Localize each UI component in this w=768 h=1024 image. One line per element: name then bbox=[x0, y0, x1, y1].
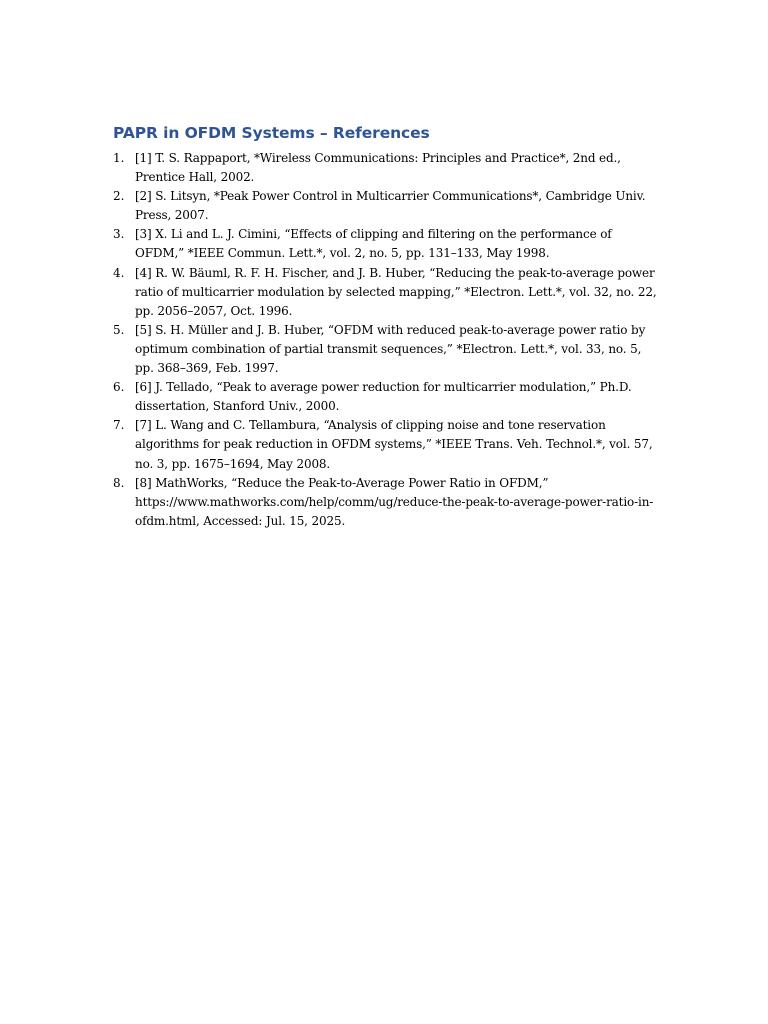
list-item-number: 6. bbox=[113, 380, 125, 395]
list-item-number: 1. bbox=[113, 151, 125, 165]
list-item-text: [8] MathWorks, “Reduce the Peak-to-Average Power Ratio in OFDM,” https://www.mathworks.com/help/comm/ug/reduce-the-peak-to-average-power-ratio-in-ofdm.html, Accessed: Jul. 15, 2025. bbox=[135, 475, 654, 528]
list-item bbox=[113, 264, 658, 321]
list-item-text: [3] X. Li and L. J. Cimini, “Effects of clipping and filtering on the performance of OFDM,” *IEEE Commun. Lett.*, vol. 2, no. 5, pp. 131–133, May 1998. bbox=[135, 227, 612, 261]
list-item-number: 4. bbox=[113, 265, 125, 280]
list-item-number: 8. bbox=[113, 475, 125, 490]
list-item bbox=[113, 474, 658, 531]
list-item bbox=[113, 187, 658, 225]
page-title: PAPR in OFDM Systems – References bbox=[113, 124, 430, 142]
list-item-text: [4] R. W. Bäuml, R. F. H. Fischer, and J. B. Huber, “Reducing the peak-to-average power ratio of multicarrier modulation by selected mapping,” *Electron. Lett.*, vol. 32, no. 22, pp. 2056–2057, Oct. 1996. bbox=[135, 265, 657, 318]
list-item-text: [5] S. H. Müller and J. B. Huber, “OFDM with reduced peak-to-average power ratio by optimum combination of partial transmit sequences,” *Electron. Lett.*, vol. 33, no. 5, pp. 368–369, Feb. 1997. bbox=[135, 322, 646, 376]
list-item-text: [1] T. S. Rappaport, *Wireless Communications: Principles and Practice*, 2nd ed., Prentice Hall, 2002. bbox=[135, 151, 621, 185]
list-item-text: [7] L. Wang and C. Tellambura, “Analysis of clipping noise and tone reservation algorithms for peak reduction in OFDM systems,” *IEEE Trans. Veh. Technol.*, vol. 57, no. 3, pp. 1675–1694, May 2008. bbox=[135, 418, 653, 471]
list-item-text: [2] S. Litsyn, *Peak Power Control in Multicarrier Communications*, Cambridge Univ. Press, 2007. bbox=[135, 189, 646, 223]
list-item-number: 5. bbox=[113, 322, 125, 337]
list-item-number: 7. bbox=[113, 418, 125, 433]
list-item bbox=[113, 378, 658, 416]
reference-list bbox=[113, 149, 658, 531]
list-item bbox=[113, 321, 658, 378]
list-item-number: 3. bbox=[113, 227, 125, 242]
list-item-text: [6] J. Tellado, “Peak to average power reduction for multicarrier modulation,” Ph.D. dissertation, Stanford Univ., 2000. bbox=[135, 380, 632, 414]
list-item bbox=[113, 225, 658, 263]
list-item-number: 2. bbox=[113, 189, 125, 204]
list-item bbox=[113, 416, 658, 473]
list-item bbox=[113, 149, 658, 187]
